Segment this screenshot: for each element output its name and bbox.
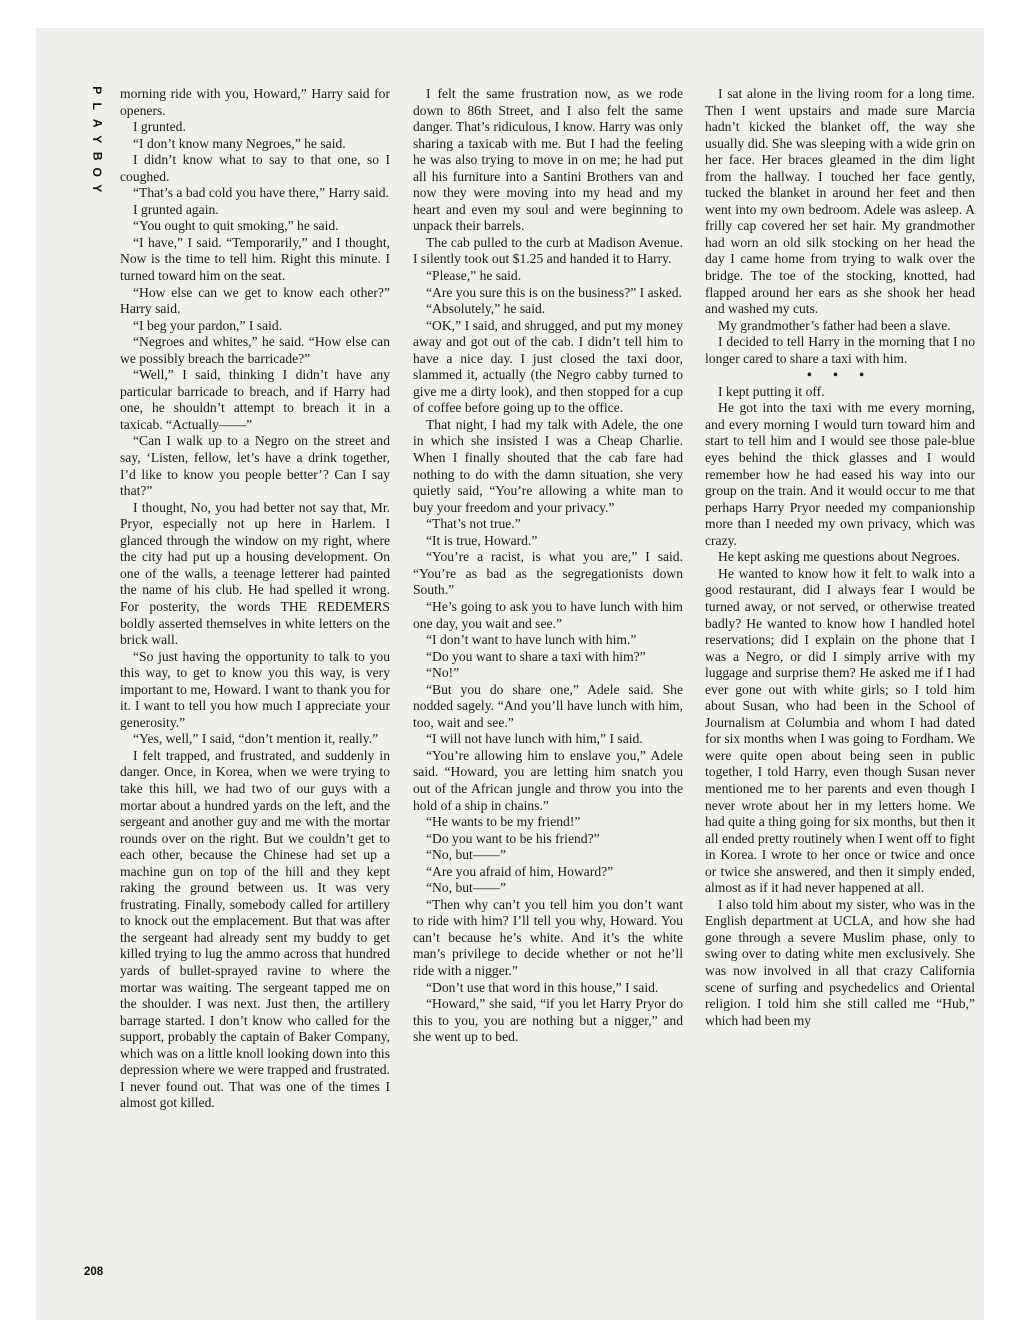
paragraph: “I beg your pardon,” I said. xyxy=(133,317,283,333)
paragraph: He wanted to know how it felt to walk into a good restaurant, did I always fear I would be turned away, or not served, or otherwise treated badly? He wanted to know how I handled hotel reservations; did I explain on the phone that I was a Negro, or did I simply arrive with my luggage and surprise them? He asked me if I had ever gone out with white girls; so I told him about Susan, who had been in the School of Journalism at Columbia and whom I had dated for six months when I was going to Fordham. We were quite open about being seen in public together, I told Harry, even though Susan never mentioned me to her parents and even though I never wrote about her in my letters home. We had quite a thing going for six months, but then it all ended pretty routinely when I went off to fight in Korea. I wrote to her once or twice and once or twice she answered, and then it simply ended, almost as if it had never happened at all. xyxy=(705,565,975,896)
paragraph: The cab pulled to the curb at Madison Avenue. I silently took out $1.25 and handed it to Harry. xyxy=(413,234,683,267)
masthead-letter: A xyxy=(90,118,105,128)
paragraph: He got into the taxi with me every morning, and every morning I would turn toward him and start to tell him and I would see those pale-blue eyes behind the thick glasses and I would remember how he had eased his way into our group on the train. And it would occur to me that perhaps Harry Pryor needed my companionship more than I needed my own privacy, which was crazy. xyxy=(705,400,975,548)
masthead-letter: P xyxy=(90,86,105,95)
paragraph: “Don’t use that word in this house,” I said. xyxy=(426,979,659,995)
paragraph: “I don’t want to have lunch with him.” xyxy=(426,632,637,648)
paragraph: I decided to tell Harry in the morning that I no longer cared to share a taxi with him. xyxy=(705,334,975,366)
paragraph: He kept asking me questions about Negroes. xyxy=(718,549,960,565)
paragraph: “No, but——” xyxy=(426,880,507,896)
paragraph: “That’s a bad cold you have there,” Harry said. xyxy=(133,185,389,201)
paragraph: I also told him about my sister, who was in the English department at UCLA, and how she had gone through a severe Muslim phase, only to swing over to dating white men exclusively. She was now involved in all that crazy California scene of surfing and psychedelics and Oriental religion. I told him she still called me “Hub,” which had been my xyxy=(705,896,975,1028)
paragraph: “I don’t know many Negroes,” he said. xyxy=(133,135,346,151)
masthead-letter: Y xyxy=(90,135,105,144)
paragraph: I thought, No, you had better not say that, Mr. Pryor, especially not up here in Harlem. I glanced through the window on my right, where the city had put up a housing development. On one of the walls, a teenage letterer had painted the name of his club. He had spelled it wrong. For posterity, the words THE REDEMERS boldly asserted themselves in white letters on the brick wall. xyxy=(120,499,390,648)
paragraph: My grandmother’s father had been a slave. xyxy=(718,317,951,333)
paragraph: “Howard,” she said, “if you let Harry Pryor do this to you, you are nothing but a nigger,” and she went up to bed. xyxy=(413,996,683,1045)
masthead-letter: O xyxy=(90,167,105,177)
paragraph: “Are you afraid of him, Howard?” xyxy=(426,863,614,879)
paragraph: “Then why can’t you tell him you don’t want to ride with him? I’ll tell you why, Howard. You can’t because he’s white. And it’s the white man’s privilege to decide whether or not he’ll ride with a nigger.” xyxy=(413,896,683,978)
paragraph: “Can I walk up to a Negro on the street and say, ‘Listen, fellow, let’s have a drink together, I’d like to know you people better’? Can I say that?” xyxy=(120,433,390,499)
paragraph: I didn’t know what to say to that one, so I coughed. xyxy=(120,152,390,184)
page-number: 208 xyxy=(84,1266,104,1278)
paragraph: “Well,” I said, thinking I didn’t have any particular barricade to breach, and if Harry had one, he shouldn’t attempt to breach it in a taxicab. “Actually——” xyxy=(120,367,390,432)
paragraph: “How else can we get to know each other?” Harry said. xyxy=(120,284,390,317)
paragraph: “I have,” I said. “Temporarily,” and I thought, Now is the time to tell him. Right this minute. I turned toward him on the seat. xyxy=(120,234,390,284)
magazine-page xyxy=(36,28,984,1320)
paragraph: I felt trapped, and frustrated, and suddenly in danger. Once, in Korea, when we were trying to take this hill, we had two of our guys with a mortar about a hundred yards on the left, and the sergeant and another guy and me with the mortar rounds over on the right. But we couldn’t get to each other, because the Chinese had set up a machine gun on top of the hill and they kept raking the ground between us. It was very frustrating. Finally, somebody called for artillery to knock out the emplacement. But that was after the sergeant had already sent my buddy to get killed trying to lug the ammo across that hundred yards of bullet-sprayed ravine to where the mortar was waiting. The sergeant tapped me on the shoulder. I was next. Just then, the artillery barrage started. I don’t know who called for the support, probably the captain of Baker Company, which was on a little knoll looking down into this depression where we were trapped and frustrated. I never found out. That was one of the times I almost got killed. xyxy=(120,747,390,1111)
paragraph: I grunted again. xyxy=(133,201,219,217)
paragraph: “Are you sure this is on the business?” I asked. xyxy=(426,284,682,300)
paragraph: “You ought to quit smoking,” he said. xyxy=(133,218,339,234)
paragraph: “That’s not true.” xyxy=(426,516,521,532)
paragraph: “So just having the opportunity to talk to you this way, to get to know you this way, is very important to me, Howard. I want to thank you for it. I want to tell you how much I appreciate your generosity.” xyxy=(120,648,390,730)
paragraph: “OK,” I said, and shrugged, and put my money away and got out of the cab. I didn’t tell him to have a nice day. I just closed the taxi door, slammed it, actually (the Negro cabby turned to give me a dirty look), and then stopped for a cup of coffee before going up to the office. xyxy=(413,317,683,416)
paragraph: “I will not have lunch with him,” I said. xyxy=(426,731,643,747)
paragraph: “It is true, Howard.” xyxy=(426,532,538,548)
paragraph: “But you do share one,” Adele said. She nodded sagely. “And you’ll have lunch with him, too, wait and see.” xyxy=(413,681,683,730)
paragraph: “Negroes and whites,” he said. “How else can we possibly breach the barricade?” xyxy=(120,334,390,366)
paragraph: “He’s going to ask you to have lunch with him one day, you wait and see.” xyxy=(413,598,683,631)
paragraph: “Please,” he said. xyxy=(426,268,522,284)
paragraph: I grunted. xyxy=(133,119,186,135)
paragraph: “You’re allowing him to enslave you,” Adele said. “Howard, you are letting him snatch you out of the African jungle and throw you into the hold of a ship in chains.” xyxy=(413,747,683,813)
paragraph: I kept putting it off. xyxy=(718,383,825,399)
paragraph: “Do you want to be his friend?” xyxy=(426,830,600,846)
section-break: • • • xyxy=(806,367,874,383)
paragraph: I sat alone in the living room for a long time. Then I went upstairs and made sure Marcia hadn’t kicked the blanket off, the way she usually did. She was sleeping with a wide grin on her face. Her braces gleamed in the dim light from the hallway. I touched her face gently, tucked the blanket in around her feet and then went into my own bedroom. Adele was asleep. A frilly cap covered her set hair. My grandmother had worn an old silk stocking on her head the day I came home from trying to walk over the bridge. The toe of the stocking, knotted, had flapped around her ears as she shook her head and washed my cuts. xyxy=(705,86,975,317)
text-column-2 xyxy=(413,86,683,1046)
paragraph: “Yes, well,” I said, “don’t mention it, really.” xyxy=(133,731,379,747)
paragraph: “Absolutely,” he said. xyxy=(426,301,546,317)
paragraph: “Do you want to share a taxi with him?” xyxy=(426,648,646,664)
paragraph: morning ride with you, Howard,” Harry said for openers. xyxy=(120,86,390,118)
paragraph: I felt the same frustration now, as we rode down to 86th Street, and I also felt the same danger. That’s ridiculous, I know. Harry was only sharing a taxicab with me. But I had the feeling he was also trying to move in on me; he had put all his furniture into a Santini Brothers van and now they were moving into my head and my heart and even my soul and were beginning to unpack their barrels. xyxy=(413,86,683,234)
paragraph: “He wants to be my friend!” xyxy=(426,814,581,830)
paragraph: “You’re a racist, is what you are,” I said. “You’re as bad as the segregationists down South.” xyxy=(413,549,683,598)
paragraph: “No, but——” xyxy=(426,847,507,863)
masthead-letter: Y xyxy=(90,184,105,193)
masthead-letter: L xyxy=(90,102,105,111)
paragraph: That night, I had my talk with Adele, the one in which she insisted I was a Cheap Charlie. When I finally shouted that the cab fare had nothing to do with the damn situation, she very quietly said, “You’re allowing a white man to buy your freedom and your privacy.” xyxy=(413,416,683,515)
paragraph: “No!” xyxy=(426,665,460,681)
masthead xyxy=(86,82,108,197)
text-column-1 xyxy=(120,86,390,1112)
text-column-3 xyxy=(705,86,975,1029)
masthead-letter: B xyxy=(90,151,105,161)
